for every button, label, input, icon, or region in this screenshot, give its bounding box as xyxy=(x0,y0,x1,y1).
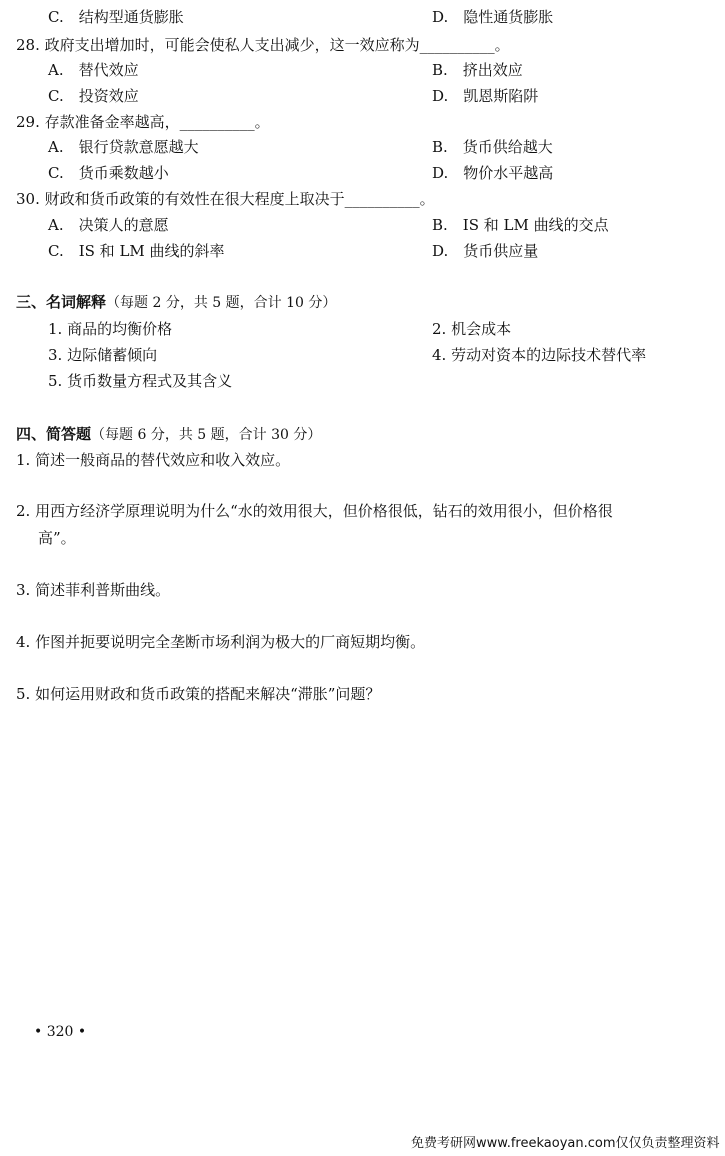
page-number: • 320 • xyxy=(34,1024,87,1040)
option-30d: D. 货币供应量 xyxy=(432,242,539,260)
section-4-title: 四、简答题 xyxy=(16,425,92,443)
option-28d: D. 凯恩斯陷阱 xyxy=(432,87,539,105)
option-29a: A. 银行贷款意愿越大 xyxy=(48,138,199,156)
option-29b: B. 货币供给越大 xyxy=(432,138,553,156)
option-28a: A. 替代效应 xyxy=(48,61,139,79)
option-29d: D. 物价水平越高 xyxy=(432,164,554,182)
short-answer-2: 2. 用西方经济学原理说明为什么“水的效用很大，但价格很低，钻石的效用很小，但价格很 xyxy=(16,502,613,520)
option-29c: C. 货币乘数越小 xyxy=(48,164,169,182)
term-item-3: 3. 边际储蓄倾向 xyxy=(48,346,158,364)
section-4-note: （每题 6 分，共 5 题，合计 30 分） xyxy=(91,427,322,443)
section-3-title: 三、名词解释 xyxy=(16,293,107,311)
option-27c: C. 结构型通货膨胀 xyxy=(48,8,184,26)
option-30b: B. IS 和 LM 曲线的交点 xyxy=(432,216,609,234)
term-item-4: 4. 劳动对资本的边际技术替代率 xyxy=(432,346,647,364)
short-answer-3: 3. 简述菲利普斯曲线。 xyxy=(16,581,171,599)
question-28-stem: 28. 政府支出增加时，可能会使私人支出减少，这一效应称为__________。 xyxy=(16,36,510,54)
short-answer-1: 1. 简述一般商品的替代效应和收入效应。 xyxy=(16,451,291,469)
short-answer-2-cont: 高”。 xyxy=(38,529,76,547)
option-30c: C. IS 和 LM 曲线的斜率 xyxy=(48,242,225,260)
term-item-2: 2. 机会成本 xyxy=(432,320,512,338)
section-4-heading xyxy=(16,424,321,445)
short-answer-5: 5. 如何运用财政和货币政策的搭配来解决“滞胀”问题？ xyxy=(16,685,381,703)
option-27d: D. 隐性通货膨胀 xyxy=(432,8,554,26)
short-answer-4: 4. 作图并扼要说明完全垄断市场利润为极大的厂商短期均衡。 xyxy=(16,633,426,651)
option-28b: B. 挤出效应 xyxy=(432,61,523,79)
option-28c: C. 投资效应 xyxy=(48,87,139,105)
question-29-stem: 29. 存款准备金率越高，__________。 xyxy=(16,113,270,131)
term-item-1: 1. 商品的均衡价格 xyxy=(48,320,173,338)
term-item-5: 5. 货币数量方程式及其含义 xyxy=(48,372,233,390)
option-30a: A. 决策人的意愿 xyxy=(48,216,169,234)
section-3-note: （每题 2 分，共 5 题，合计 10 分） xyxy=(106,295,337,311)
section-3-heading xyxy=(16,292,336,313)
footer-watermark: 免费考研网www.freekaoyan.com仅仅负责整理资料 xyxy=(411,1136,720,1151)
question-30-stem: 30. 财政和货币政策的有效性在很大程度上取决于__________。 xyxy=(16,190,435,208)
